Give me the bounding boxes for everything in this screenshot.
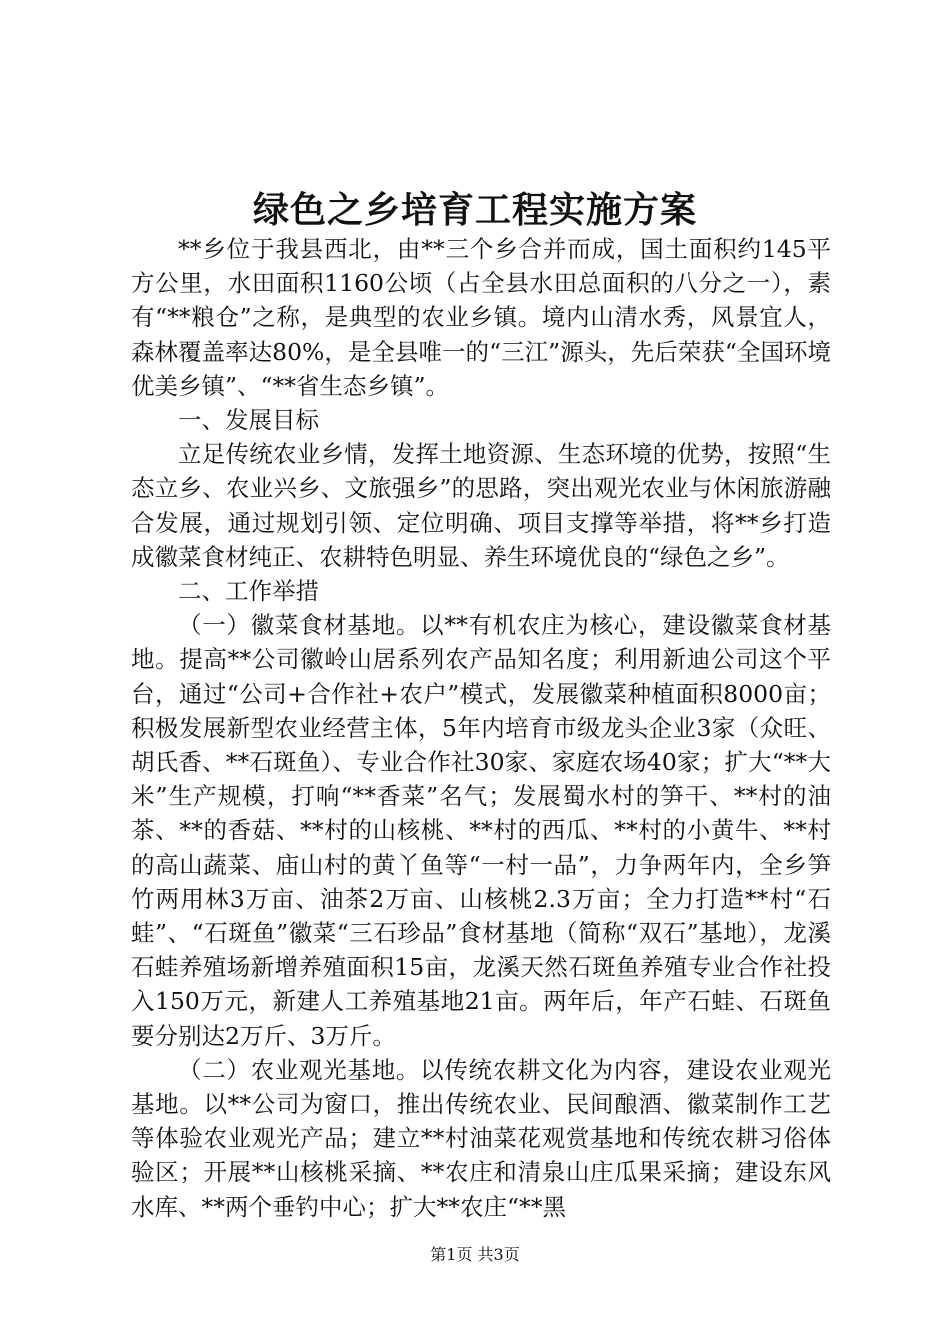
page-footer: 第1页 共3页 xyxy=(430,1245,520,1264)
measure-two-paragraph: （二）农业观光基地。以传统农耕文化为内容，建设农业观光基地。以**公司为窗口，推出传统农业、民间酿酒、徽菜制作工艺等体验农业观光产品；建立**村油菜花观赏基地和传统农耕习俗体验区；开展**山核桃采摘、**农庄和清泉山庄瓜果采摘；建设东风水库、**两个垂钓中心；扩大**农庄“**黑 xyxy=(131,1055,831,1221)
measure-one-paragraph: （一）徽菜食材基地。以**有机农庄为核心，建设徽菜食材基地。提高**公司徽岭山居系列农产品知名度；利用新迪公司这个平台，通过“公司+合作社+农户”模式，发展徽菜种植面积8000亩；积极发展新型农业经营主体，5年内培育市级龙头企业3家（众旺、胡氏香、**石斑鱼）、专业合作社30家、家庭农场40家；扩大“**大米”生产规模，打响“**香菜”名气；发展蜀水村的笋干、**村的油茶、**的香菇、**村的山核桃、**村的西瓜、**村的小黄牛、**村的高山蔬菜、庙山村的黄丫鱼等“一村一品”，力争两年内，全乡笋竹两用林3万亩、油茶2万亩、山核桃2.3万亩；全力打造**村“石蛙”、“石斑鱼”徽菜“三石珍品”食材基地（简称“双石”基地），龙溪石蛙养殖场新增养殖面积15亩，龙溪天然石斑鱼养殖专业合作社投入150万元，新建人工养殖基地21亩。两年后，年产石蛙、石斑鱼要分别达2万斤、3万斤。 xyxy=(131,611,831,1050)
intro-paragraph: **乡位于我县西北，由**三个乡合并而成，国土面积约145平方公里，水田面积1160公顷（占全县水田总面积的八分之一），素有“**粮仓”之称，是典型的农业乡镇。境内山清水秀，风景宜人，森林覆盖率达80%，是全县唯一的“三江”源头，先后荣获“全国环境优美乡镇”、“**省生态乡镇”。 xyxy=(131,235,831,400)
document-body xyxy=(131,232,831,1224)
section-heading-goals: 一、发展目标 xyxy=(178,406,319,435)
section-heading-measures: 二、工作举措 xyxy=(178,577,319,606)
document-title: 绿色之乡培育工程实施方案 xyxy=(252,189,697,231)
goals-paragraph: 立足传统农业乡情，发挥土地资源、生态环境的优势，按照“生态立乡、农业兴乡、文旅强乡”的思路，突出观光农业与休闲旅游融合发展，通过规划引领、定位明确、项目支撑等举措，将**乡打造成徽菜食材纯正、农耕特色明显、养生环境优良的“绿色之乡”。 xyxy=(131,440,831,571)
